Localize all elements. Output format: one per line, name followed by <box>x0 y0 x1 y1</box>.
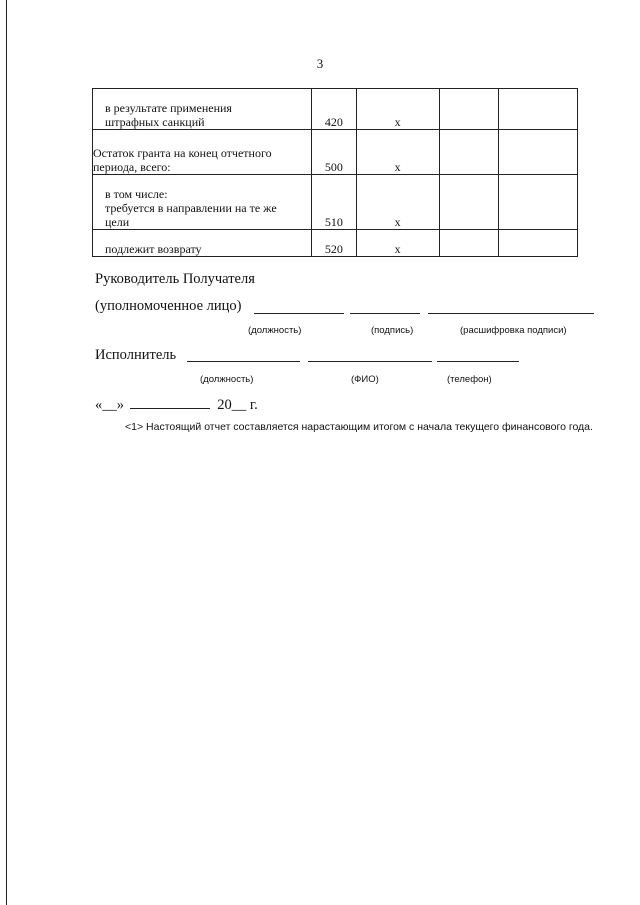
row-name-line: цели <box>105 215 130 229</box>
empty-cell <box>439 89 498 130</box>
executor-label: Исполнитель <box>95 347 177 363</box>
report-table <box>92 88 578 257</box>
executor-fio-caption: (ФИО) <box>351 374 379 385</box>
row-code: 420 <box>312 89 356 130</box>
row-name-line: периода, всего: <box>93 160 171 174</box>
executor-phone-line[interactable] <box>437 361 519 362</box>
head-position-line[interactable] <box>254 313 344 314</box>
empty-cell <box>499 175 578 230</box>
row-code: 520 <box>312 230 356 257</box>
date-year-blank[interactable]: __ <box>231 397 247 413</box>
executor-fio-line[interactable] <box>308 361 432 362</box>
row-name-line: в том числе: <box>105 187 168 201</box>
table-row <box>93 89 578 130</box>
date-year-prefix: 20 <box>217 397 232 413</box>
executor-phone-caption: (телефон) <box>447 374 492 385</box>
row-name-cell <box>93 130 312 175</box>
date-month-blank[interactable] <box>130 396 210 409</box>
row-name-line: требуется в направлении на те же <box>105 201 277 215</box>
row-name-cell <box>93 89 312 130</box>
row-name-cell <box>93 175 312 230</box>
head-decoding-caption: (расшифровка подписи) <box>460 325 567 336</box>
row-code: 510 <box>312 175 356 230</box>
head-position-caption: (должность) <box>248 325 302 336</box>
head-title: Руководитель Получателя <box>95 271 255 287</box>
row-name-line: в результате применения <box>105 101 232 115</box>
table-row <box>93 175 578 230</box>
head-decoding-line[interactable] <box>428 313 594 314</box>
row-mark: x <box>356 130 439 175</box>
empty-cell <box>439 130 498 175</box>
table-row <box>93 230 578 257</box>
footnote: <1> Настоящий отчет составляется нарастающим итогом с начала текущего финансового года. <box>125 421 593 433</box>
date-open-quote: « <box>95 397 103 413</box>
page-edge <box>6 0 7 905</box>
row-name-cell <box>93 230 312 257</box>
row-name-line: подлежит возврату <box>105 242 202 256</box>
head-signature-line[interactable] <box>350 313 420 314</box>
row-mark: x <box>356 89 439 130</box>
empty-cell <box>499 230 578 257</box>
page-number: 3 <box>316 56 324 71</box>
date-year-suffix: г. <box>249 397 258 413</box>
empty-cell <box>499 89 578 130</box>
row-name-line: штрафных санкций <box>105 115 205 129</box>
head-signature-caption: (подпись) <box>371 325 414 336</box>
head-subtitle: (уполномоченное лицо) <box>95 298 242 314</box>
row-code: 500 <box>312 130 356 175</box>
empty-cell <box>439 175 498 230</box>
empty-cell <box>499 130 578 175</box>
executor-position-caption: (должность) <box>200 374 254 385</box>
row-mark: x <box>356 175 439 230</box>
row-name-line: Остаток гранта на конец отчетного <box>93 146 272 160</box>
row-mark: x <box>356 230 439 257</box>
date-day-blank[interactable]: __ <box>102 397 117 413</box>
empty-cell <box>439 230 498 257</box>
date-close-quote: » <box>116 397 124 413</box>
executor-position-line[interactable] <box>187 361 300 362</box>
date-line <box>95 396 258 414</box>
table-row <box>93 130 578 175</box>
